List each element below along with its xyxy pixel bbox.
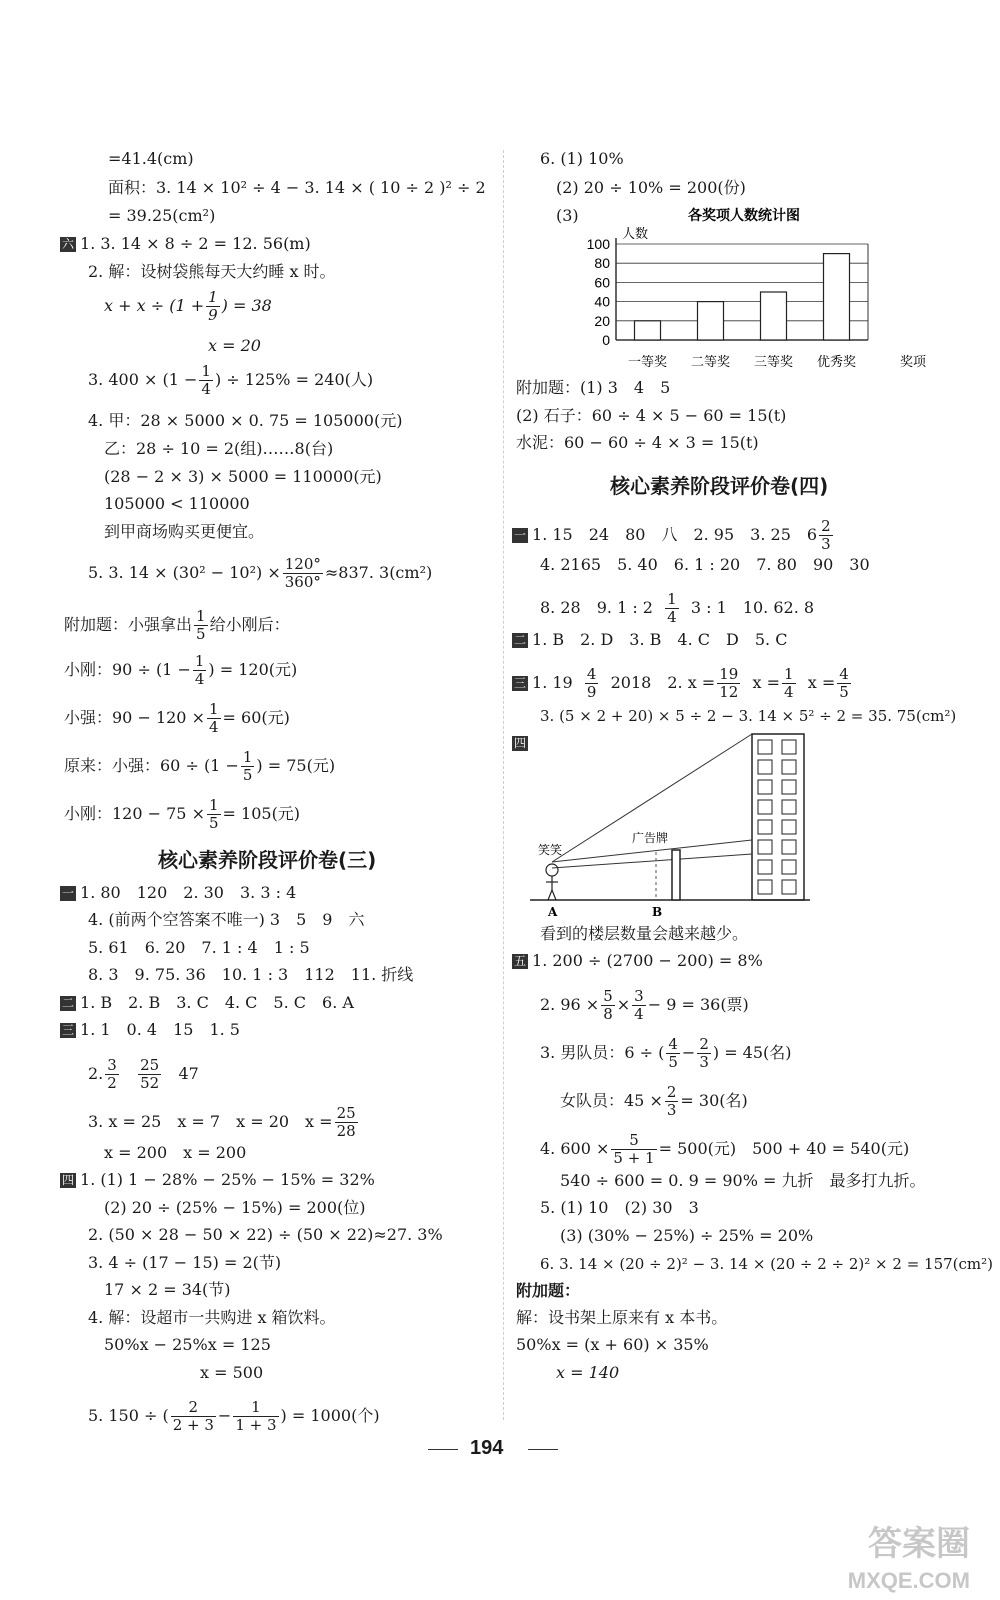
eq-part: x = <box>752 673 780 692</box>
eq-part: ) = 38 <box>221 296 272 315</box>
t4-s5-line-6: 540 ÷ 600 = 0. 9 = 90% = 九折 最多打九折。 <box>560 1171 926 1190</box>
t4-s2-line <box>512 630 787 650</box>
eq-part: 附加题：小强拿出 <box>64 615 193 634</box>
fraction: $\frac{120^\circ}{360^\circ}$ <box>284 555 321 591</box>
eq-part: 给小刚后： <box>209 615 290 634</box>
section-label-4: 四 <box>514 736 527 750</box>
area-line-3: = 39.25(cm²) <box>108 206 216 225</box>
t3-s3-line-3 <box>88 1105 360 1140</box>
t3-s4-line-2: (2) 20 ÷ (25% − 15%) = 200(位) <box>104 1198 366 1217</box>
eq-part: 3. 400 × (1 − <box>88 370 198 389</box>
fraction: $\frac{19}{12}$ <box>719 665 739 701</box>
eq-part: ) = 1000(个) <box>280 1406 380 1425</box>
eq-part: 2018 2. x = <box>610 673 716 692</box>
t3-s4-line-8: x = 500 <box>200 1363 264 1382</box>
eq-part: x + x ÷ (1 + <box>104 296 205 315</box>
t4-s1-line-3 <box>540 591 814 626</box>
r-extra-3: 水泥：60 − 60 ÷ 4 × 3 = 15(t) <box>516 433 759 452</box>
line-text: 1. 200 ÷ (2700 − 200) = 8% <box>532 951 763 970</box>
billboard <box>672 850 680 900</box>
r4-extra-2: 解：设书架上原来有 x 本书。 <box>516 1308 728 1327</box>
s6-q5 <box>88 556 432 591</box>
t4-s1-line-2: 4. 2165 5. 40 6. 1 : 20 7. 80 90 30 <box>540 555 870 574</box>
fraction: $\frac{25}{28}$ <box>336 1104 356 1140</box>
section-label-3: 三 <box>62 1023 75 1037</box>
line-text: 1. B 2. B 3. C 4. C 5. C 6. A <box>80 993 354 1012</box>
t4-s3-line-1 <box>512 666 853 701</box>
x-category-label: 一等奖 <box>627 355 668 370</box>
section-label-2: 二 <box>62 996 75 1010</box>
t3-s4-line-7: 50%x − 25%x = 125 <box>104 1335 271 1354</box>
t3-s4-line-5: 17 × 2 = 34(节) <box>104 1280 231 1299</box>
t4-s3-line-2: 3. (5 × 2 + 20) × 5 ÷ 2 − 3. 14 × 5² ÷ 2 = 35. 75(cm²) <box>540 707 957 725</box>
t3-s4-line-9 <box>88 1399 380 1434</box>
eq-part: = 105(元) <box>222 804 301 823</box>
eq-part: 47 <box>178 1064 199 1083</box>
eq-part: 原来：小强：60 ÷ (1 − <box>64 756 239 775</box>
s6-q2-eq1 <box>104 289 272 324</box>
eq-part: = 30(名) <box>680 1091 748 1110</box>
r4-extra-1: 附加题： <box>516 1281 581 1300</box>
column-divider <box>503 150 504 1420</box>
point-b-label: B <box>652 905 663 919</box>
x-category-label: 三等奖 <box>753 355 794 370</box>
eq-part: 2. 96 × <box>540 995 600 1014</box>
y-tick-label: 0 <box>602 332 610 348</box>
line-text: 1. B 2. D 3. B 4. C D 5. C <box>532 630 788 649</box>
r-q6-1: 6. (1) 10% <box>540 149 624 168</box>
bar <box>761 292 787 340</box>
section-label-1: 一 <box>514 528 527 542</box>
r-extra-2: (2) 石子：60 ÷ 4 × 5 − 60 = 15(t) <box>516 406 787 425</box>
t4-s5-line-2 <box>540 988 749 1023</box>
eq-part: − <box>681 1043 696 1062</box>
r-extra-1: 附加题：(1) 3 4 5 <box>516 378 671 397</box>
t3-s3-line-1 <box>60 1020 240 1040</box>
bar <box>635 321 661 340</box>
page-number-rule-left <box>428 1449 458 1450</box>
person-label: 笑笑 <box>538 843 563 857</box>
eq-part: 4. 600 × <box>540 1139 610 1158</box>
fraction: $\frac{1}{4}$ <box>194 652 205 688</box>
fraction: $\frac{25}{52}$ <box>140 1056 160 1092</box>
s6-q1-text: 1. 3. 14 × 8 ÷ 2 = 12. 56(m) <box>80 234 311 253</box>
t3-s4-line-3: 2. (50 × 28 − 50 × 22) ÷ (50 × 22)≈27. 3% <box>88 1225 443 1244</box>
fraction: $\frac{2}{2 + 3}$ <box>172 1398 214 1434</box>
page-number: 194 <box>470 1437 504 1459</box>
eq-part: 5. 3. 14 × (30² − 10²) × <box>88 563 281 582</box>
s6-q2-eq2: x = 20 <box>208 336 261 355</box>
t3-s1-line-1 <box>60 883 296 903</box>
eq-part: 3 : 1 10. 62. 8 <box>690 598 815 617</box>
bar-chart <box>560 200 960 375</box>
x-category-label: 二等奖 <box>690 355 731 370</box>
t4-s5-line-4 <box>560 1084 748 1119</box>
fraction: $\frac{1}{5}$ <box>208 796 219 832</box>
t3-s4-line-1 <box>60 1170 375 1190</box>
eq-part: 女队员：45 × <box>560 1091 663 1110</box>
s6-q4-1: 4. 甲：28 × 5000 × 0. 75 = 105000(元) <box>88 411 403 430</box>
area-line-1: =41.4(cm) <box>108 149 194 168</box>
t3-s2-line <box>60 993 354 1013</box>
tall-building <box>752 734 804 900</box>
fraction: $\frac{1}{5}$ <box>196 607 206 643</box>
eq-part: 1. 19 <box>532 673 573 692</box>
t3-s1-line-3: 5. 61 6. 20 7. 1 : 4 1 : 5 <box>88 938 310 957</box>
r4-extra-4: x = 140 <box>556 1363 620 1382</box>
section-label-1: 一 <box>62 886 75 900</box>
watermark-logo: 答案圈 <box>868 1524 970 1564</box>
fraction: $\frac{1}{4}$ <box>201 362 211 398</box>
s6-q3 <box>88 363 373 398</box>
fraction: $\frac{1}{4}$ <box>667 590 677 626</box>
y-tick-label: 40 <box>594 293 610 310</box>
fraction: $\frac{2}{3}$ <box>699 1035 709 1071</box>
t4-s5-line-9: 6. 3. 14 × (20 ÷ 2)² − 3. 14 × (20 ÷ 2 ÷ 2)² × 2 = 157(cm²) <box>540 1255 994 1273</box>
fraction: $\frac{2}{3}$ <box>821 517 831 553</box>
s6-q4-5: 到甲商场购买更便宜。 <box>104 522 265 541</box>
section-label-5: 五 <box>514 954 527 968</box>
eq-part: 小刚：90 ÷ (1 − <box>64 660 191 679</box>
eq-part: 小刚：120 − 75 × <box>64 804 205 823</box>
bar <box>698 302 724 340</box>
extra-line-4 <box>64 797 300 832</box>
eq-part: − 9 = 36(票) <box>647 995 749 1014</box>
extra-line-1 <box>64 653 297 688</box>
line-text: 1. 1 0. 4 15 1. 5 <box>80 1020 240 1039</box>
y-tick-label: 80 <box>594 255 610 272</box>
eq-part: ≈837. 3(cm²) <box>324 563 433 582</box>
y-tick-label: 100 <box>586 236 610 252</box>
t3-s1-line-2: 4. (前两个空答案不唯一) 3 5 9 六 <box>88 910 365 929</box>
r-q6-3: (3) <box>556 206 579 225</box>
s6-q2: 2. 解：设树袋熊每天大约睡 x 时。 <box>88 262 336 281</box>
t4-s4-caption: 看到的楼层数量会越来越少。 <box>540 924 749 943</box>
line-text: 1. 80 120 2. 30 3. 3 : 4 <box>80 883 297 902</box>
eq-part: x = <box>807 673 836 692</box>
t3-s4-line-4: 3. 4 ÷ (17 − 15) = 2(节) <box>88 1253 282 1272</box>
eq-part: 8. 28 9. 1 : 2 <box>540 598 653 617</box>
fraction: $\frac{5}{8}$ <box>603 987 613 1023</box>
r-q6-2: (2) 20 ÷ 10% = 200(份) <box>556 178 746 197</box>
section-title-3: 核心素养阶段评价卷(三) <box>158 848 377 872</box>
eq-part: ) = 120(元) <box>208 660 298 679</box>
line-text: 1. (1) 1 − 28% − 25% − 15% = 32% <box>80 1170 375 1189</box>
eq-part: ) = 45(名) <box>712 1043 792 1062</box>
t4-s5-line-1 <box>512 951 763 971</box>
chart-title: 各奖项人数统计图 <box>688 208 800 224</box>
fraction: $\frac{4}{9}$ <box>586 665 597 701</box>
r4-extra-3: 50%x = (x + 60) × 35% <box>516 1335 709 1354</box>
s6-q1 <box>60 234 311 254</box>
fraction: $\frac{1}{5}$ <box>242 748 253 784</box>
person-figure <box>546 864 558 900</box>
eq-part: 3. 男队员：6 ÷ ( <box>540 1043 665 1062</box>
section-label-6: 六 <box>62 237 75 251</box>
t4-s5-line-7: 5. (1) 10 (2) 30 3 <box>540 1198 699 1217</box>
eq-part: = 60(元) <box>222 708 290 727</box>
eq-part: 小强：90 − 120 × <box>64 708 205 727</box>
bar <box>824 254 850 340</box>
y-tick-label: 20 <box>594 312 610 329</box>
eq-part: 1. 15 24 80 八 2. 95 3. 25 6 <box>532 525 818 544</box>
s6-q4-2: 乙：28 ÷ 10 = 2(组)……8(台) <box>104 439 334 458</box>
t4-s5-line-5 <box>540 1132 909 1167</box>
eq-part: = 500(元) 500 + 40 = 540(元) <box>658 1139 910 1158</box>
section-title-4: 核心素养阶段评价卷(四) <box>610 474 829 498</box>
x-category-label: 优秀奖 <box>816 355 857 370</box>
extra-intro <box>64 608 290 643</box>
eq-part: 3. x = 25 x = 7 x = 20 x = <box>88 1112 333 1131</box>
section-label-4: 四 <box>62 1173 75 1187</box>
sightline-ground <box>552 854 752 868</box>
eq-part: × <box>616 995 631 1014</box>
fraction: $\frac{1}{1 + 3}$ <box>235 1398 277 1434</box>
fraction: $\frac{5}{5 + 1}$ <box>613 1131 655 1167</box>
t3-s4-line-6: 4. 解：设超市一共购进 x 箱饮料。 <box>88 1308 336 1327</box>
eq-part: 5. 150 ÷ ( <box>88 1406 169 1425</box>
chart-xlabel: 奖项 <box>900 355 927 370</box>
fraction: $\frac{4}{5}$ <box>839 665 849 701</box>
section-label-3: 三 <box>514 676 527 690</box>
sightline-diagram <box>520 730 820 920</box>
point-a-label: A <box>548 905 558 919</box>
area-line-2: 面积：3. 14 × 10² ÷ 4 − 3. 14 × ( 10 ÷ 2 )² ÷ 2 <box>108 178 486 197</box>
s6-q4-3: (28 − 2 × 3) × 5000 = 110000(元) <box>104 467 382 486</box>
building-windows <box>758 740 796 894</box>
fraction: $\frac{3}{2}$ <box>107 1056 117 1092</box>
eq-part: − <box>217 1406 232 1425</box>
t4-s5-line-3 <box>540 1036 792 1071</box>
billboard-label: 广告牌 <box>632 831 669 845</box>
eq-part: ) ÷ 125% = 240(人) <box>214 370 374 389</box>
page-number-rule-right <box>528 1449 558 1450</box>
y-tick-label: 60 <box>594 274 610 291</box>
chart-ylabel: 人数 <box>622 227 649 242</box>
t4-s5-line-8: (3) (30% − 25%) ÷ 25% = 20% <box>560 1226 814 1245</box>
section-label-2: 二 <box>514 633 527 647</box>
fraction: $\frac{1}{4}$ <box>784 665 794 701</box>
fraction: $\frac{3}{4}$ <box>634 987 644 1023</box>
fraction: $\frac{1}{4}$ <box>208 700 219 736</box>
fraction: $\frac{4}{5}$ <box>668 1035 678 1071</box>
watermark-url: MXQE.COM <box>847 1568 970 1593</box>
s6-q4-4: 105000 < 110000 <box>104 494 250 513</box>
eq-part: 2. <box>88 1064 104 1083</box>
extra-line-2 <box>64 701 290 736</box>
extra-line-3 <box>64 749 335 784</box>
t3-s1-line-4: 8. 3 9. 75. 36 10. 1 : 3 112 11. 折线 <box>88 965 414 984</box>
fraction: $\frac{1}{9}$ <box>208 288 218 324</box>
fraction: $\frac{2}{3}$ <box>666 1083 677 1119</box>
t4-s1-line-1 <box>512 518 835 553</box>
t3-s3-line-4: x = 200 x = 200 <box>104 1143 247 1162</box>
t3-s3-line-2 <box>88 1057 199 1092</box>
eq-part: ) = 75(元) <box>256 756 336 775</box>
